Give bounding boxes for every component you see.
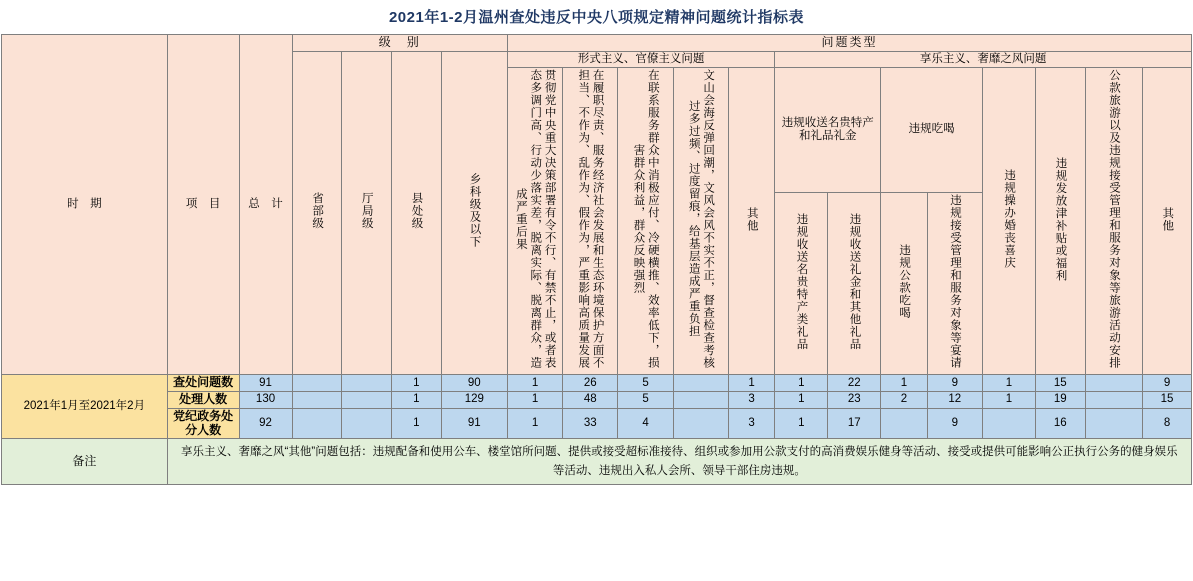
row-wedding: 1 <box>982 375 1035 392</box>
row-period-label: 2021年1月至2021年2月 <box>2 375 168 439</box>
header-hedonism-group: 享乐主义、奢靡之风问题 <box>775 51 1192 67</box>
row-formalism-2: 48 <box>563 392 618 409</box>
row-travel <box>1085 408 1142 439</box>
row-level-province <box>292 375 342 392</box>
header-formalism-col-4: 文山会海反弹回潮，文风会风不实不正，督查检查考核过多过频、过度留痕，给基层造成严重负担 <box>673 68 728 375</box>
row-level-bureau <box>342 375 392 392</box>
header-formalism-group: 形式主义、官僚主义问题 <box>507 51 774 67</box>
remark-text: 享乐主义、奢靡之风“其他”问题包括：违规配备和使用公车、楼堂馆所问题、提供或接受超标准接待、组织或参加用公款支付的高消费娱乐健身等活动、接受或提供可能影响公正执行公务的健身娱乐等活动、违规出入私人会所、领导干部住房违规。 <box>167 439 1191 485</box>
row-formalism-1: 1 <box>507 392 562 409</box>
row-formalism-4 <box>673 408 728 439</box>
row-gift-2: 22 <box>828 375 881 392</box>
row-eat-2: 12 <box>927 392 982 409</box>
header-hedonism-travel: 公款旅游以及违规接受管理和服务对象等旅游活动安排 <box>1085 68 1142 375</box>
row-gift-2: 17 <box>828 408 881 439</box>
header-total: 总 计 <box>239 35 292 375</box>
row-formalism-other: 3 <box>728 408 774 439</box>
row-formalism-other: 3 <box>728 392 774 409</box>
row-gift-1: 1 <box>775 392 828 409</box>
row-level-county: 1 <box>391 408 441 439</box>
header-formalism-col-3: 在联系服务群众中消极应付、冷硬横推、效率低下，损害群众利益，群众反映强烈 <box>618 68 673 375</box>
row-total: 91 <box>239 375 292 392</box>
row-eat-2: 9 <box>927 375 982 392</box>
row-other: 8 <box>1143 408 1192 439</box>
row-other: 15 <box>1143 392 1192 409</box>
row-total: 92 <box>239 408 292 439</box>
row-gift-1: 1 <box>775 408 828 439</box>
page-title: 2021年1-2月温州查处违反中央八项规定精神问题统计指标表 <box>388 9 805 26</box>
header-hedonism-other: 其他 <box>1143 68 1192 375</box>
row-level-province <box>292 408 342 439</box>
row-allowance: 15 <box>1035 375 1085 392</box>
row-level-township: 129 <box>441 392 507 409</box>
remark-label: 备注 <box>2 439 168 485</box>
header-hedonism-eat: 违规吃喝 <box>881 68 983 193</box>
header-gift-sub-2: 违规收送礼金和其他礼品 <box>828 193 881 375</box>
row-travel <box>1085 392 1142 409</box>
header-level-province: 省部级 <box>292 51 342 374</box>
row-formalism-3: 5 <box>618 375 673 392</box>
row-wedding: 1 <box>982 392 1035 409</box>
row-other: 9 <box>1143 375 1192 392</box>
header-hedonism-wedding: 违规操办婚丧喜庆 <box>982 68 1035 375</box>
row-item-label: 党纪政务处分人数 <box>167 408 239 439</box>
table-row <box>2 408 1192 439</box>
header-eat-sub-1: 违规公款吃喝 <box>881 193 927 375</box>
header-formalism-col-other: 其他 <box>728 68 774 375</box>
row-gift-2: 23 <box>828 392 881 409</box>
header-row-groups <box>2 35 1192 52</box>
row-wedding <box>982 408 1035 439</box>
row-formalism-other: 1 <box>728 375 774 392</box>
row-level-county: 1 <box>391 392 441 409</box>
header-level-bureau: 厅局级 <box>342 51 392 374</box>
row-item-label: 查处问题数 <box>167 375 239 392</box>
header-item: 项 目 <box>167 35 239 375</box>
row-allowance: 16 <box>1035 408 1085 439</box>
row-gift-1: 1 <box>775 375 828 392</box>
header-level-county: 县处级 <box>391 51 441 374</box>
header-formalism-col-1: 贯彻党中央重大决策部署有令不行、有禁不止，或者表态多调门高、行动少落实差，脱离实际、脱离群众，造成严重后果 <box>507 68 562 375</box>
row-formalism-2: 26 <box>563 375 618 392</box>
row-formalism-2: 33 <box>563 408 618 439</box>
row-level-bureau <box>342 392 392 409</box>
header-problem-type-group: 问题类型 <box>507 35 1191 52</box>
header-hedonism-allowance: 违规发放津补贴或福利 <box>1035 68 1085 375</box>
header-level-township: 乡科级及以下 <box>441 51 507 374</box>
header-hedonism-gift: 违规收送名贵特产和礼品礼金 <box>775 68 881 193</box>
row-eat-1: 2 <box>881 392 927 409</box>
row-formalism-4 <box>673 375 728 392</box>
table-row <box>2 375 1192 392</box>
header-period: 时 期 <box>2 35 168 375</box>
row-item-label: 处理人数 <box>167 392 239 409</box>
row-level-county: 1 <box>391 375 441 392</box>
row-formalism-3: 4 <box>618 408 673 439</box>
row-formalism-4 <box>673 392 728 409</box>
row-level-township: 91 <box>441 408 507 439</box>
row-travel <box>1085 375 1142 392</box>
remark-row <box>2 439 1192 485</box>
table-row <box>2 392 1192 409</box>
row-total: 130 <box>239 392 292 409</box>
row-level-bureau <box>342 408 392 439</box>
row-eat-2: 9 <box>927 408 982 439</box>
header-gift-sub-1: 违规收送名贵特产类礼品 <box>775 193 828 375</box>
header-eat-sub-2: 违规接受管理和服务对象等宴请 <box>927 193 982 375</box>
header-level-group: 级 别 <box>292 35 507 52</box>
row-formalism-1: 1 <box>507 375 562 392</box>
statistics-table <box>1 34 1192 485</box>
row-formalism-3: 5 <box>618 392 673 409</box>
row-level-township: 90 <box>441 375 507 392</box>
header-formalism-col-2: 在履职尽责、服务经济社会发展和生态环境保护方面不担当、不作为、乱作为、假作为，严重影响高质量发展 <box>563 68 618 375</box>
row-level-province <box>292 392 342 409</box>
row-allowance: 19 <box>1035 392 1085 409</box>
row-eat-1: 1 <box>881 375 927 392</box>
row-formalism-1: 1 <box>507 408 562 439</box>
row-eat-1 <box>881 408 927 439</box>
